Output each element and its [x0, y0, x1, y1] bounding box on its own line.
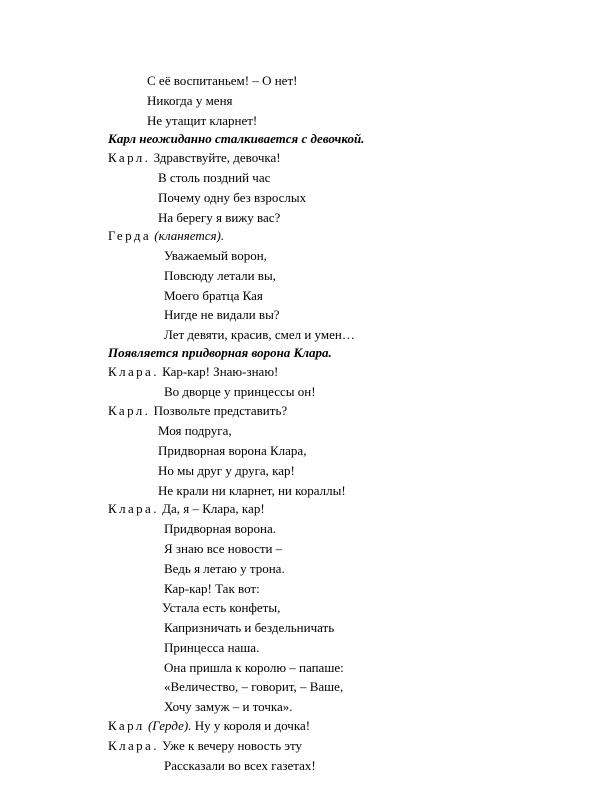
text-line: Но мы друг у друга, кар! — [158, 463, 295, 478]
speech-text: Ну у короля и дочка! — [194, 718, 311, 733]
speaker-name: Клара. — [108, 364, 159, 379]
text-line: Не крали ни кларнет, ни кораллы! — [158, 483, 346, 498]
text-line: Хочу замуж – и точка». — [164, 699, 293, 714]
text-line: Лет девяти, красив, смел и умен… — [164, 327, 355, 342]
text-line: Моего братца Кая — [164, 288, 263, 303]
speech-line — [108, 501, 265, 516]
speaker-name: Карл. — [108, 150, 151, 165]
speech-text: Позвольте представить? — [153, 403, 288, 418]
text-line: В столь поздний час — [158, 170, 271, 185]
speaker-note: (кланяется). — [154, 228, 225, 243]
speech-line — [108, 150, 281, 165]
text-line: Во дворце у принцессы он! — [164, 384, 316, 399]
stage-direction: Появляется придворная ворона Клара. — [108, 345, 332, 360]
text-line: Кар-кар! Так вот: — [164, 581, 260, 596]
text-line: Устала есть конфеты, — [162, 600, 281, 615]
text-line: Она пришла к королю – папаше: — [164, 660, 344, 675]
text-line: На берегу я вижу вас? — [158, 210, 281, 225]
speech-line — [108, 718, 310, 733]
text-line: Я знаю все новости – — [164, 541, 283, 556]
text-line: «Величество, – говорит, – Ваше, — [164, 679, 344, 694]
speaker-name: Клара. — [108, 501, 159, 516]
speaker-name: Карл — [108, 718, 145, 733]
speech-text: Кар-кар! Знаю-знаю! — [162, 364, 279, 379]
text-line: Ведь я летаю у трона. — [164, 561, 285, 576]
speech-text: Здравствуйте, девочка! — [153, 150, 281, 165]
text-line: Уважаемый ворон, — [164, 248, 267, 263]
text-line: Повсюду летали вы, — [164, 268, 276, 283]
stage-direction: Карл неожиданно сталкивается с девочкой. — [108, 131, 365, 146]
text-line: Придворная ворона Клара, — [158, 443, 307, 458]
speech-line — [108, 228, 224, 243]
speech-line — [108, 403, 287, 418]
speech-text: Да, я – Клара, кар! — [162, 501, 265, 516]
speaker-name: Клара. — [108, 738, 159, 753]
speaker-name: Карл. — [108, 403, 151, 418]
text-line: Моя подруга, — [158, 423, 232, 438]
text-line: Капризничать и бездельничать — [164, 620, 335, 635]
text-line: С её воспитаньем! – О нет! — [147, 73, 298, 88]
speech-text: Уже к вечеру новость эту — [162, 738, 303, 753]
text-line: Рассказали во всех газетах! — [164, 758, 316, 773]
speech-line — [108, 738, 302, 753]
text-line: Не утащит кларнет! — [147, 113, 258, 128]
speaker-note: (Герде). — [147, 718, 192, 733]
text-line: Никогда у меня — [147, 93, 233, 108]
speaker-name: Герда — [108, 228, 152, 243]
text-line: Почему одну без взрослых — [158, 190, 307, 205]
speech-line — [108, 364, 278, 379]
text-line: Придворная ворона. — [164, 521, 276, 536]
text-line: Нигде не видали вы? — [164, 307, 280, 322]
text-line: Принцесса наша. — [164, 640, 260, 655]
